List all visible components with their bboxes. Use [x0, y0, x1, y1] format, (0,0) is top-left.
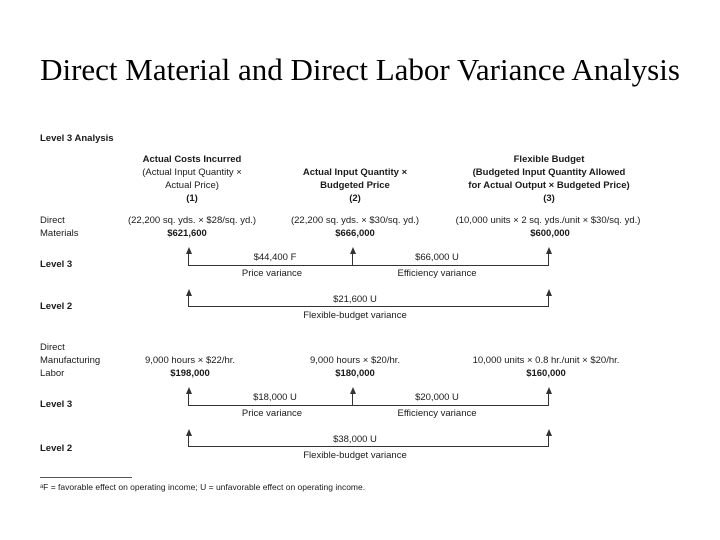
labor-label-line2: Manufacturing: [40, 355, 101, 366]
labor-l3-arrow-1: [186, 387, 192, 394]
col3-header-line1: Flexible Budget: [513, 154, 585, 165]
materials-level2-label: Level 2: [40, 301, 73, 312]
materials-flexible-budget-variance-amount: $21,600 U: [333, 294, 377, 305]
labor-label-line3: Labor: [40, 368, 65, 379]
col3-header-line3: for Actual Output × Budgeted Price): [468, 180, 630, 191]
materials-l2-bracket: [188, 306, 549, 307]
materials-l2-arrow-2: [546, 289, 552, 296]
materials-l3-arrow-2: [350, 247, 356, 254]
labor-l3-arrow-2: [350, 387, 356, 394]
labor-col2-calc: 9,000 hours × $20/hr.: [309, 355, 401, 366]
materials-price-variance-label: Price variance: [241, 268, 303, 279]
labor-level3-label: Level 3: [40, 399, 73, 410]
slide-title: Direct Material and Direct Labor Variance Analysis: [40, 52, 680, 87]
col2-header-line1: Actual Input Quantity ×: [302, 167, 408, 178]
footnote: ᵃF = favorable effect on operating income; U = unfavorable effect on operating income.: [40, 482, 366, 492]
materials-col2-calc: (22,200 sq. yds. × $30/sq. yd.): [290, 215, 420, 226]
labor-label-line1: Direct: [40, 342, 65, 353]
col1-header-line2: (Actual Input Quantity ×: [142, 167, 242, 178]
labor-flexible-budget-variance-label: Flexible-budget variance: [303, 450, 407, 461]
col1-header-line3: Actual Price): [165, 180, 219, 191]
labor-efficiency-variance-amount: $20,000 U: [415, 392, 459, 403]
materials-col3-total: $600,000: [530, 228, 570, 239]
materials-label-line1: Direct: [40, 215, 65, 226]
materials-l2-arrow-1: [186, 289, 192, 296]
materials-flexible-budget-variance-label: Flexible-budget variance: [303, 310, 407, 321]
materials-efficiency-variance-amount: $66,000 U: [415, 252, 459, 263]
materials-l3-arrow-1: [186, 247, 192, 254]
labor-efficiency-variance-label: Efficiency variance: [397, 408, 477, 419]
materials-l3-arrow-3: [546, 247, 552, 254]
level3-analysis-heading: Level 3 Analysis: [40, 133, 114, 144]
materials-l3-bracket: [188, 265, 549, 266]
col2-header-line2: Budgeted Price: [320, 180, 390, 191]
materials-efficiency-variance-label: Efficiency variance: [397, 268, 477, 279]
materials-col3-calc: (10,000 units × 2 sq. yds./unit × $30/sq. yd.): [455, 215, 641, 226]
footnote-rule: [40, 477, 132, 478]
materials-level3-label: Level 3: [40, 259, 73, 270]
materials-col1-total: $621,600: [167, 228, 207, 239]
col1-header-num: (1): [186, 193, 198, 204]
labor-price-variance-label: Price variance: [241, 408, 303, 419]
labor-price-variance-amount: $18,000 U: [253, 392, 297, 403]
labor-l2-arrow-1: [186, 429, 192, 436]
labor-l2-bracket: [188, 446, 549, 447]
labor-level2-label: Level 2: [40, 443, 73, 454]
labor-flexible-budget-variance-amount: $38,000 U: [333, 434, 377, 445]
labor-col3-total: $160,000: [526, 368, 566, 379]
labor-col1-total: $198,000: [170, 368, 210, 379]
labor-l3-arrow-3: [546, 387, 552, 394]
col1-header-line1: Actual Costs Incurred: [142, 154, 242, 165]
col3-header-line2: (Budgeted Input Quantity Allowed: [472, 167, 626, 178]
col2-header-num: (2): [349, 193, 361, 204]
materials-label-line2: Materials: [40, 228, 79, 239]
col3-header-num: (3): [543, 193, 555, 204]
materials-col2-total: $666,000: [335, 228, 375, 239]
labor-col1-calc: 9,000 hours × $22/hr.: [144, 355, 236, 366]
labor-l2-arrow-2: [546, 429, 552, 436]
labor-l3-bracket: [188, 405, 549, 406]
labor-col3-calc: 10,000 units × 0.8 hr./unit × $20/hr.: [472, 355, 620, 366]
materials-price-variance-amount: $44,400 F: [253, 252, 297, 263]
labor-col2-total: $180,000: [335, 368, 375, 379]
materials-col1-calc: (22,200 sq. yds. × $28/sq. yd.): [127, 215, 257, 226]
